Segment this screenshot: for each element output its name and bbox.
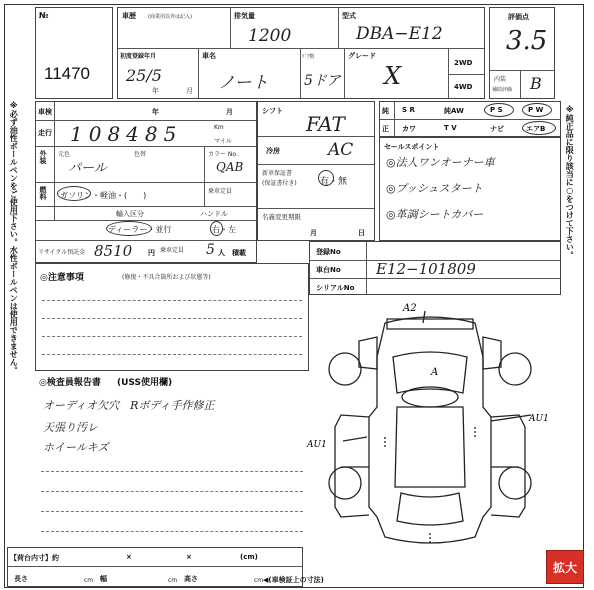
frame-label: 車台No (316, 266, 341, 274)
report-line-2: 天張り汚レ (43, 421, 98, 434)
doors-value: 5ドア (304, 73, 341, 89)
dim-length-label: 長さ (14, 575, 28, 583)
manual-sub: (保証書付き) (262, 180, 297, 187)
equip-r2-3: ナビ (490, 125, 504, 133)
caution-block (35, 263, 309, 371)
equip-r1-2: 純AW (444, 107, 464, 115)
car-damage-diagram (305, 297, 555, 559)
type-label: 型式 (342, 12, 356, 20)
lot-number-box (35, 7, 113, 99)
score-box (489, 7, 555, 99)
model-note: (商業用以外は記入) (148, 14, 192, 20)
type-value: DBA−E12 (356, 24, 443, 44)
registration-block (309, 241, 561, 295)
score-label: 評価点 (508, 13, 529, 21)
color-label: カラー No. (208, 151, 238, 158)
name-change-label: 名義変更期限 (262, 213, 301, 221)
color-no-value: QAB (216, 160, 244, 174)
equip-r1-3: P S (490, 106, 503, 114)
shift-value: FAT (306, 112, 345, 136)
drive-2wd: 2WD (454, 59, 473, 67)
diagram-label-a: A (431, 367, 439, 378)
mileage-label: 走行 (38, 129, 52, 137)
shaken-label: 車検 (38, 108, 52, 116)
person-label: 人 (218, 249, 225, 257)
equip-r2-0: 正 (382, 125, 389, 133)
manual-value: 有・無 (320, 177, 348, 187)
owners-label: 乗車定員 (160, 247, 185, 254)
first-reg-label: 初度登録年月 (120, 53, 157, 60)
dim-x2: × (186, 553, 192, 561)
dim-x1: × (126, 553, 132, 561)
shaken-year: 年 (152, 108, 159, 116)
dim-length-unit: cm (84, 577, 94, 584)
score-value: 3.5 (506, 26, 548, 56)
ps-circle (484, 103, 514, 117)
dim-header: 【荷台内寸】約 (10, 554, 59, 562)
pw-circle (522, 103, 552, 117)
auction-sheet (4, 4, 584, 588)
dim-width-label: 幅 (100, 575, 107, 583)
displacement-value: 1200 (248, 26, 292, 46)
caution-note: (修復・不具合箇所および状態等) (122, 274, 211, 281)
dealer-circle (106, 221, 152, 236)
import-label: 輸入区分 (116, 210, 144, 218)
ac-value: AC (328, 140, 354, 160)
interior-label-2: 補助評価 (492, 87, 513, 93)
fuel-value: ガソリン・軽油・( ) (60, 191, 147, 200)
report-line-3: ホイールキズ (43, 441, 109, 454)
fuel-label: 燃料 (39, 186, 47, 200)
interior-value: B (530, 74, 542, 93)
equip-r1-0: 純 (382, 107, 389, 115)
km-label: Km (214, 124, 224, 131)
mile-label: マイル (214, 138, 232, 145)
shift-block (257, 101, 375, 241)
interior-label-1: 内装 (494, 76, 507, 83)
equip-r1-1: S R (402, 106, 415, 114)
lot-number: 11470 (44, 64, 91, 83)
inspector-note: (USS使用欄) (117, 378, 173, 388)
fuel-gas-circle (57, 186, 91, 201)
model-label: 車歴 (122, 12, 136, 20)
handle-label: ハンドル (200, 210, 228, 218)
side-note-left: ※必ず油性ボールペンをご使用下さい。水性ボールペンは使用できません。 (9, 101, 19, 374)
dim-height-unit: cm (254, 577, 264, 584)
dim-height-label: 高さ (184, 575, 198, 583)
first-reg-unit-month: 月 (186, 87, 193, 95)
sales-point-3: ◎革調シートカバー (386, 208, 484, 221)
dimensions-block (7, 547, 303, 587)
color-change-label: 色替 (134, 151, 147, 158)
diagram-label-au1-right: AU1 (529, 414, 549, 424)
manual-label: 新車保証書 (262, 170, 293, 177)
header-grid (117, 7, 485, 99)
equip-r2-1: カワ (402, 125, 416, 133)
seats-label: 乗車定員 (208, 188, 233, 195)
lot-no-label: № (39, 11, 49, 20)
sales-point-2: ◎プッシュスタート (386, 182, 483, 195)
serial-label: シリアルNo (316, 284, 355, 292)
manual-yes-circle (318, 170, 334, 186)
side-note-right: ※純正品に限り該当に○をつけて下さい。 (565, 105, 575, 259)
name-change-day: 日 (358, 229, 365, 237)
car-name-value: ノート (218, 73, 269, 93)
drive-4wd: 4WD (454, 83, 473, 91)
first-reg-unit-year: 年 (152, 87, 159, 95)
diagram-label-au1-left: AU1 (307, 440, 327, 450)
import-value: ディーラー・並行 (108, 225, 172, 234)
handle-right-circle (210, 221, 223, 236)
airbag-circle (522, 121, 556, 135)
shift-label: シフト (262, 107, 283, 115)
diagram-label-a2: A2 (403, 303, 417, 314)
recycle-value: 8510 (94, 242, 133, 260)
zoom-button[interactable]: 拡大 (546, 550, 584, 584)
exterior-label: 外装 (39, 150, 47, 164)
inspection-block (35, 101, 257, 263)
dim-cm: (cm) (240, 553, 258, 561)
grade-label: グレード (348, 52, 376, 60)
mileage-value: 108485 (70, 122, 183, 146)
sales-points-block (379, 137, 561, 241)
caution-label: ◎注意事項 (40, 273, 84, 283)
report-line-1: オーディオ欠穴 Rボディ手作修正 (43, 399, 215, 412)
recycle-label: リサイクル預託金 (38, 249, 86, 256)
handle-value: 右・左 (212, 225, 236, 234)
dim-width-unit: cm (168, 577, 178, 584)
yen-label: 円 (148, 249, 155, 257)
dim-note: ◀(車検証上の寸法) (263, 576, 324, 584)
first-reg-value: 25/5 (126, 66, 162, 85)
doors-label: ﾄﾞｱ数 (302, 54, 315, 60)
reg-no-label: 登録No (316, 248, 341, 256)
inspector-block (35, 371, 309, 547)
equip-r1-4: P W (528, 106, 544, 114)
car-name-label: 車名 (202, 52, 216, 60)
orig-color-label: 元色 (58, 151, 71, 158)
sales-point-1: ◎法人ワンオーナー車 (386, 156, 495, 169)
sales-points-label: セールスポイント (384, 143, 440, 151)
shaken-month: 月 (226, 108, 233, 116)
owners-value: 5 (206, 242, 215, 258)
displacement-label: 排気量 (234, 12, 255, 20)
color-value: パール (68, 161, 107, 176)
equip-r2-4: エアB (526, 125, 546, 133)
inspector-label: ◎検査員報告書 (39, 378, 101, 388)
owner-label: 積載 (232, 249, 246, 257)
ac-label: 冷房 (266, 147, 280, 155)
equip-r2-2: T V (444, 124, 457, 132)
name-change-month: 月 (310, 229, 317, 237)
frame-value: E12−101809 (376, 260, 476, 278)
equipment-block (379, 101, 561, 137)
grade-value: X (384, 62, 402, 90)
